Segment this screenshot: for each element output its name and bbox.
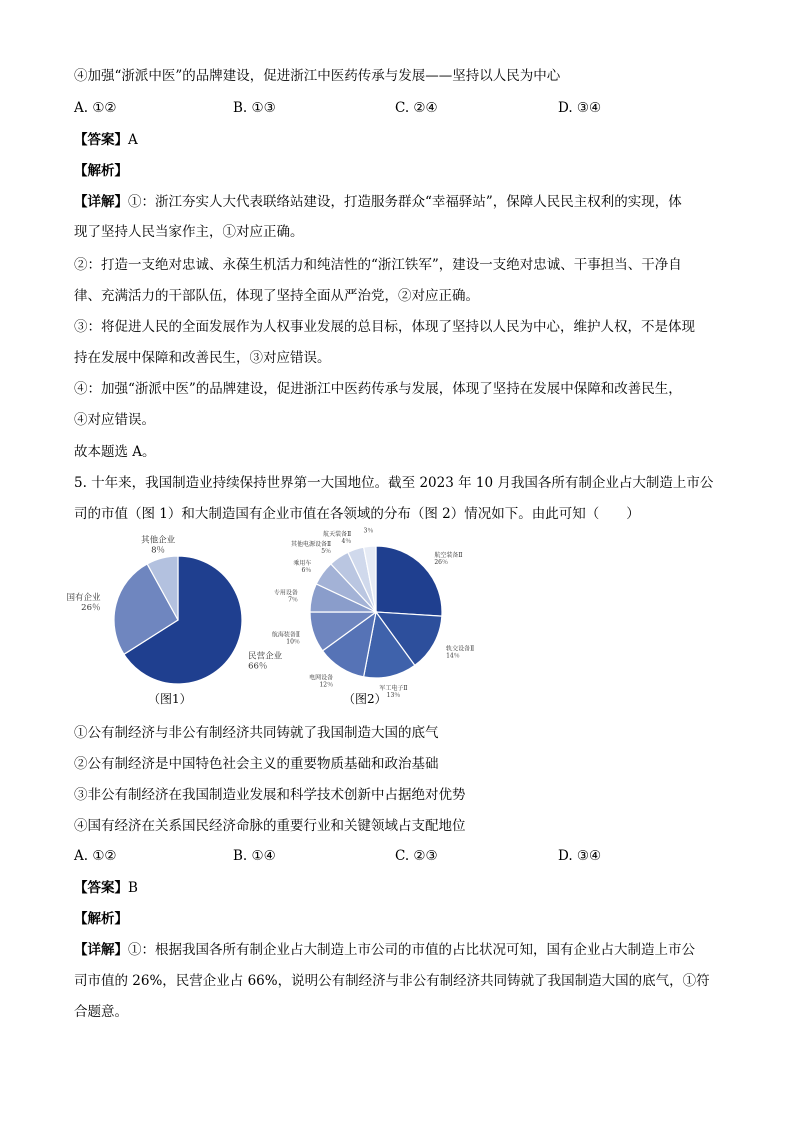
pie-slice-label: 航天装备Ⅱ xyxy=(323,530,352,538)
answer-tag: 【答案】 xyxy=(74,132,128,148)
pie-slice-value-label: 10％ xyxy=(286,638,300,646)
pie-slice-label: 其他企业 xyxy=(141,535,176,546)
pie-slice-label: 航空装备Ⅱ xyxy=(434,552,463,560)
pie-slice-value-label: 13％ xyxy=(386,692,401,700)
pie-slice-label: 轨交设备Ⅱ xyxy=(446,645,475,653)
q4-option-b: B. ①③ xyxy=(233,100,276,116)
pie-slice-value-label: 4％ xyxy=(341,537,352,545)
q5-option-c: C. ②③ xyxy=(395,848,438,864)
q4-detail-line: ②：打造一支绝对忠诚、永葆生机活力和纯洁性的“浙江铁军”，建设一支绝对忠诚、干事担当、干净自 xyxy=(74,257,682,273)
q4-detail-line: 【详解】①：浙江夯实人大代表联络站建设，打造服务群众“幸福驿站”，保障人民民主权利的实现，体 xyxy=(74,194,682,210)
pie-slice-label: 国有企业 xyxy=(66,593,101,604)
pie-slice-value-label: 14％ xyxy=(446,652,460,660)
q4-item-4: ④加强“浙派中医”的品牌建设，促进浙江中医药传承与发展——坚持以人民为中心 xyxy=(74,68,561,84)
answer-value: A xyxy=(128,132,138,148)
q5-option-a: A. ①② xyxy=(74,848,117,864)
q5-answer xyxy=(74,878,138,898)
pie-slice-label: 乘用车 xyxy=(293,559,312,567)
detail-tag: 【详解】 xyxy=(74,942,128,958)
q4-detail-line: 持在发展中保障和改善民生，③对应错误。 xyxy=(74,350,331,366)
pie-slice-value-label: 8％ xyxy=(151,545,166,556)
q5-detail-line: 司市值的 26%，民营企业占 66%，说明公有制经济与非公有制经济共同铸就了我国制造大国的底气，①符 xyxy=(74,973,710,989)
pie-slice-value-label: 26％ xyxy=(81,603,101,614)
q5-item-4: ④国有经济在关系国民经济命脉的重要行业和关键领域占支配地位 xyxy=(74,818,466,834)
pie-slice-1 xyxy=(376,546,442,616)
figure-1-caption: （图1） xyxy=(148,692,192,706)
pie-slice-value-label: 66％ xyxy=(248,661,268,672)
pie-slice-value-label: 12％ xyxy=(319,681,334,689)
pie-slice-value-label: 7％ xyxy=(288,596,298,604)
q5-detail-line: 合题意。 xyxy=(74,1004,128,1020)
pie-slice-value-label: 26％ xyxy=(434,559,448,567)
q4-option-a: A. ①② xyxy=(74,100,117,116)
answer-tag: 【答案】 xyxy=(74,880,128,896)
q4-option-c: C. ②④ xyxy=(395,100,438,116)
pie-slice-value-label: 5％ xyxy=(321,547,332,555)
q4-answer xyxy=(74,130,138,150)
pie-slice-label: 军工电子Ⅱ xyxy=(379,685,408,693)
q5-stem-line-2: 司的市值（图 1）和大制造国有企业市值在各领域的分布（图 2）情况如下。由此可知（ ） xyxy=(74,506,640,522)
q5-item-2: ②公有制经济是中国特色社会主义的重要物质基础和政治基础 xyxy=(74,756,439,772)
q5-stem-line-1: 5. 十年来，我国制造业持续保持世界第一大国地位。截至 2023 年 10 月我国各所有制企业占大制造上市公 xyxy=(74,475,714,491)
pie-slice-value-label: 6％ xyxy=(301,566,312,574)
pie-slice-label: 专用设备 xyxy=(273,589,298,597)
q4-detail-line: ④：加强“浙派中医”的品牌建设，促进浙江中医药传承与发展，体现了坚持在发展中保障和改善民生， xyxy=(74,381,682,397)
pie-slice-label: 电网设备 xyxy=(309,674,334,682)
q5-item-1: ①公有制经济与非公有制经济共同铸就了我国制造大国的底气 xyxy=(74,725,439,741)
q4-detail-line: 律、充满活力的干部队伍，体现了坚持全面从严治党，②对应正确。 xyxy=(74,288,479,304)
q5-detail-line: 【详解】①：根据我国各所有制企业占大制造上市公司的市值的占比状况可知，国有企业占大制造上市公 xyxy=(74,942,695,958)
figure-2-caption: （图2） xyxy=(343,692,387,706)
q4-option-d: D. ③④ xyxy=(558,100,602,116)
q5-option-d: D. ③④ xyxy=(558,848,602,864)
q4-detail-line: ④对应错误。 xyxy=(74,412,155,428)
q4-conclusion: 故本题选 A。 xyxy=(74,444,156,460)
pie-slice-value-label: 3％ xyxy=(363,527,374,535)
q5-item-3: ③非公有制经济在我国制造业发展和科学技术创新中占据绝对优势 xyxy=(74,787,466,803)
detail-tag: 【详解】 xyxy=(74,194,128,210)
q5-option-b: B. ①④ xyxy=(233,848,276,864)
pie-slice-label: 其他电源设备Ⅱ xyxy=(290,540,332,548)
pie-slice-label: 民营企业 xyxy=(248,651,283,662)
figure-1-pie-chart xyxy=(66,528,283,688)
q5-analysis-tag: 【解析】 xyxy=(74,911,128,927)
q4-detail-line: 现了坚持人民当家作主，①对应正确。 xyxy=(74,224,304,240)
pie-slice-label: 航海装备Ⅱ xyxy=(271,631,300,639)
q4-analysis-tag: 【解析】 xyxy=(74,163,128,179)
q4-detail-line: ③：将促进人民的全面发展作为人权事业发展的总目标，体现了坚持以人民为中心，维护人权，不是体现 xyxy=(74,319,695,335)
answer-value: B xyxy=(128,880,138,896)
